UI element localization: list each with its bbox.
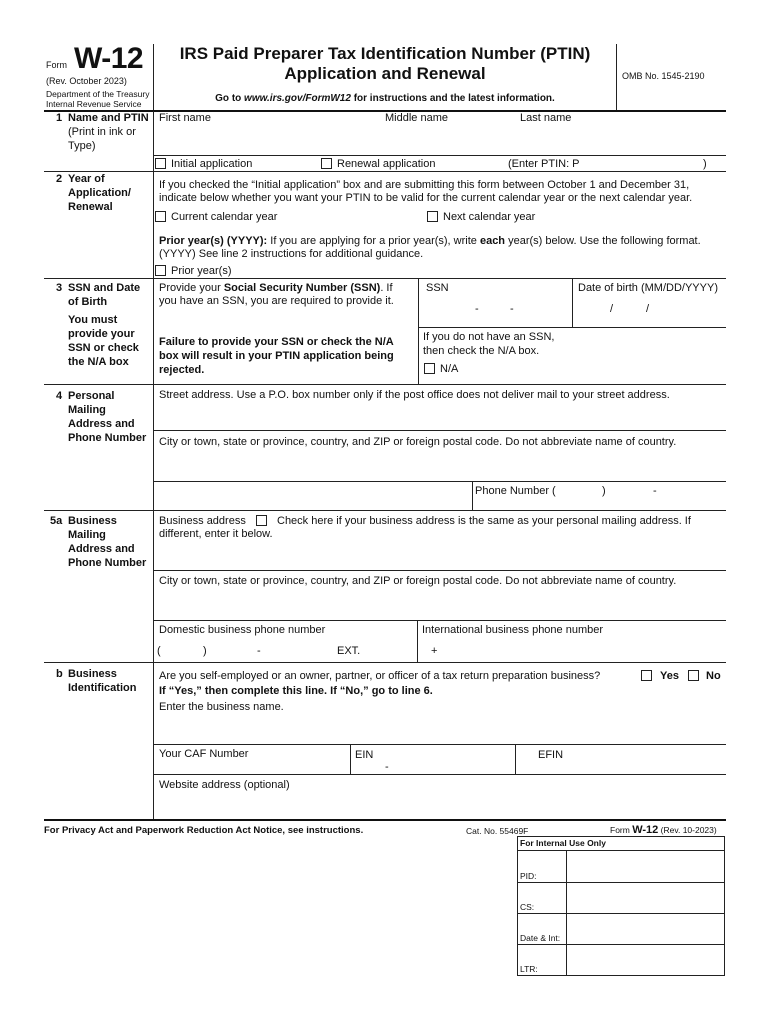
business-address-label: Business address <box>159 515 246 527</box>
same-address-text-1: Check here if your business address is the same as your personal mailing address. If <box>277 515 691 527</box>
line-3-label <box>68 281 140 369</box>
initial-application-label: Initial application <box>171 158 253 170</box>
provide-ssn-text <box>159 281 393 295</box>
domestic-phone-open: ( <box>157 645 161 657</box>
phone-dash: - <box>653 485 657 497</box>
line-5a-label-2: Mailing <box>68 529 106 541</box>
line-2-label-2: Application/ <box>68 187 131 199</box>
middle-name-label: Middle name <box>385 112 448 124</box>
line-4-label-3: Address and <box>68 418 135 430</box>
caf-input[interactable] <box>156 760 346 774</box>
next-year-label: Next calendar year <box>443 211 536 223</box>
if-yes-text: If “Yes,” then complete this line. If “No,” go to line 6. <box>159 685 433 697</box>
provide-ssn-post: . If <box>380 282 393 294</box>
next-year-checkbox[interactable] <box>427 211 438 222</box>
yes-label: Yes <box>660 670 679 682</box>
prior-years-text-1: If you are applying for a prior year(s), write <box>267 235 480 247</box>
phone-input[interactable] <box>556 483 724 507</box>
title-line-1: IRS Paid Preparer Tax Identification Number (PTIN) <box>179 44 591 63</box>
line-5b-number: b <box>56 668 63 680</box>
ssn-input[interactable] <box>420 298 570 316</box>
internal-use-label: For Internal Use Only <box>520 838 606 848</box>
form-number: W-12 <box>74 42 144 75</box>
domestic-phone-dash: - <box>257 645 261 657</box>
business-name-input[interactable] <box>156 715 724 743</box>
title-line-2: Application and Renewal <box>284 64 486 83</box>
dob-input[interactable] <box>574 298 724 316</box>
line-3-must-1: You must <box>68 314 118 326</box>
goto-suffix: for instructions and the latest information. <box>350 93 555 104</box>
same-address-text-2: different, enter it below. <box>159 528 273 540</box>
dob-slash-2: / <box>646 303 650 315</box>
na-label: N/A <box>440 363 459 375</box>
failure-warning-3: rejected. <box>159 364 205 376</box>
provide-ssn-bold: Social Security Number (SSN) <box>223 282 381 294</box>
current-year-checkbox[interactable] <box>155 211 166 222</box>
ext-label: EXT. <box>337 645 361 657</box>
line-3-number: 3 <box>56 282 63 294</box>
renewal-application-checkbox[interactable] <box>321 158 332 169</box>
line-3-must-3: SSN or check <box>68 342 139 354</box>
line-5b-label <box>68 667 136 695</box>
goto-prefix: Go to <box>215 93 245 104</box>
prior-years-checkbox[interactable] <box>155 265 166 276</box>
enter-ptin-close: ) <box>703 158 707 170</box>
footer-revision: (Rev. 10-2023) <box>660 825 717 835</box>
line-5a-label-4: Phone Number <box>68 557 147 569</box>
line-1-label: Name and PTIN <box>68 112 149 124</box>
prior-years-line-2: (YYYY) See line 2 instructions for additional guidance. <box>159 248 424 260</box>
initial-application-checkbox[interactable] <box>155 158 166 169</box>
first-name-label: First name <box>159 112 211 124</box>
provide-ssn-pre: Provide your <box>159 282 224 294</box>
ltr-label: LTR: <box>520 964 538 974</box>
phone-close: ) <box>602 485 606 497</box>
dept-line-1: Department of the Treasury <box>46 89 150 99</box>
privacy-notice: For Privacy Act and Paperwork Reduction Act Notice, see instructions. <box>44 825 364 836</box>
yes-checkbox[interactable] <box>641 670 652 681</box>
footer-form-label <box>610 824 717 836</box>
city-input[interactable] <box>156 450 724 480</box>
line-1-sub2: Type) <box>68 140 96 152</box>
prior-years-bold: Prior year(s) (YYYY): <box>159 235 268 247</box>
domestic-phone-input[interactable] <box>156 640 414 660</box>
international-phone-plus: + <box>431 645 438 657</box>
failure-warning-1: Failure to provide your SSN or check the N/A <box>159 336 394 348</box>
line-3-label-2: of Birth <box>68 296 108 308</box>
line-3-must-4: the N/A box <box>68 356 129 368</box>
domestic-phone-close: ) <box>203 645 207 657</box>
city-label: City or town, state or province, country, and ZIP or foreign postal code. Do not abbreviate name of country. <box>159 436 677 448</box>
caf-label: Your CAF Number <box>159 748 249 760</box>
line-5b-label-1: Business <box>68 668 117 680</box>
line-2-label-1: Year of <box>68 173 105 185</box>
ssn-dash-2: - <box>510 303 514 315</box>
omb-number: OMB No. 1545-2190 <box>622 71 705 81</box>
dept-line-2: Internal Revenue Service <box>46 99 142 109</box>
current-year-label: Current calendar year <box>171 211 278 223</box>
ein-dash: - <box>385 761 389 773</box>
footer-form-word: Form <box>610 825 630 835</box>
line-1-number: 1 <box>56 112 63 124</box>
line-3-label-1: SSN and Date <box>68 282 141 294</box>
line-2-number: 2 <box>56 173 63 185</box>
line-2-text-2: indicate below whether you want your PTIN to be valid for the current calendar year or the next calendar year. <box>159 192 693 204</box>
street-address-label: Street address. Use a P.O. box number only if the post office does not deliver mail to your street address. <box>159 389 670 401</box>
domestic-phone-label: Domestic business phone number <box>159 624 326 636</box>
form-word: Form <box>46 60 67 70</box>
self-employed-question: Are you self-employed or an owner, partner, or officer of a tax return preparation business? <box>159 670 601 682</box>
ssn-dash-1: - <box>475 303 479 315</box>
department <box>46 89 149 109</box>
prior-years-text <box>159 234 701 248</box>
line-5a-label <box>68 514 146 570</box>
instructions-line <box>154 93 616 104</box>
efin-input[interactable] <box>517 760 724 774</box>
line-5a-label-3: Address and <box>68 543 135 555</box>
na-checkbox[interactable] <box>424 363 435 374</box>
dob-slash-1: / <box>610 303 614 315</box>
internal-use-box <box>517 836 725 976</box>
line-4-label-1: Personal <box>68 390 115 402</box>
line-2-text-1: If you checked the “Initial application” box and are submitting this form between October 1 and December 31, <box>159 179 690 191</box>
efin-label: EFIN <box>538 749 564 761</box>
revision-date: (Rev. October 2023) <box>46 76 127 86</box>
form-title <box>154 44 616 84</box>
no-checkbox[interactable] <box>688 670 699 681</box>
pid-label: PID: <box>520 871 537 881</box>
instructions-link[interactable]: www.irs.gov/FormW12 <box>244 93 351 104</box>
international-phone-input[interactable] <box>420 640 724 660</box>
provide-ssn-text-2: you have an SSN, you are required to provide it. <box>159 295 394 307</box>
ssn-label: SSN <box>426 282 449 294</box>
prior-years-each: each <box>479 235 506 247</box>
line-2-label-3: Renewal <box>68 201 113 213</box>
prior-years-text-2: year(s) below. Use the following format. <box>505 235 701 247</box>
failure-warning <box>159 335 394 377</box>
line-4-label-4: Phone Number <box>68 432 147 444</box>
ein-input[interactable] <box>352 760 512 774</box>
line-5a-label-1: Business <box>68 515 117 527</box>
no-ssn-text-1: If you do not have an SSN, <box>423 331 555 343</box>
website-input[interactable] <box>156 793 724 817</box>
line-5a-number: 5a <box>50 515 63 527</box>
line-3-must-2: provide your <box>68 328 135 340</box>
line-4-number: 4 <box>56 390 63 402</box>
same-address-checkbox[interactable] <box>256 515 267 526</box>
no-ssn-text-2: then check the N/A box. <box>423 345 540 357</box>
website-label: Website address (optional) <box>159 779 290 791</box>
ptin-input[interactable] <box>586 157 702 171</box>
prior-years-label: Prior year(s) <box>171 265 232 277</box>
catalog-number: Cat. No. 55469F <box>466 826 529 836</box>
business-city-label: City or town, state or province, country, and ZIP or foreign postal code. Do not abbreviate name of country. <box>159 575 677 587</box>
cs-label: CS: <box>520 902 535 912</box>
ein-label: EIN <box>355 749 374 761</box>
date-int-label: Date & Int: <box>520 933 561 943</box>
business-city-input[interactable] <box>156 589 724 619</box>
line-1-sub1: (Print in ink or <box>68 126 136 138</box>
line-5b-label-2: Identification <box>68 682 137 694</box>
enter-business-name: Enter the business name. <box>159 701 284 713</box>
line-2-label <box>68 172 131 214</box>
street-address-input[interactable] <box>156 403 724 429</box>
phone-label: Phone Number ( <box>475 485 556 497</box>
line-4-label-2: Mailing <box>68 404 106 416</box>
business-street-input[interactable] <box>156 543 724 569</box>
footer-form-number: W-12 <box>632 824 659 836</box>
renewal-application-label: Renewal application <box>337 158 436 170</box>
line-4-label <box>68 389 146 445</box>
international-phone-label: International business phone number <box>422 624 604 636</box>
failure-warning-2: box will result in your PTIN application being <box>159 350 394 362</box>
dob-label: Date of birth (MM/DD/YYYY) <box>578 282 718 294</box>
last-name-label: Last name <box>520 112 572 124</box>
no-label: No <box>706 670 721 682</box>
enter-ptin-label: (Enter PTIN: P <box>508 158 580 170</box>
